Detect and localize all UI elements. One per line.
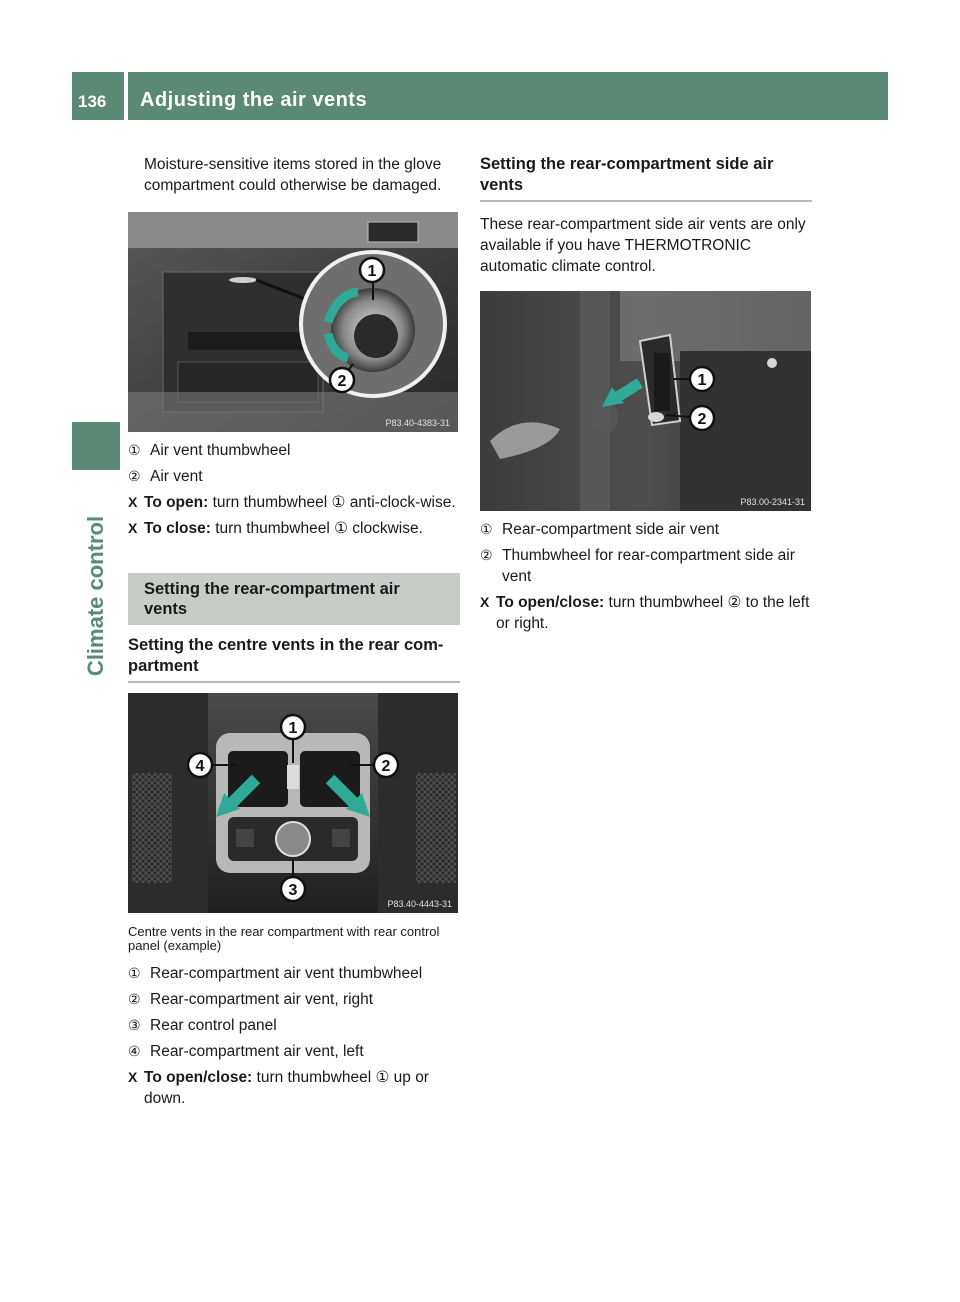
figure-code: P83.40-4383-31 [385, 418, 450, 428]
step-text: turn thumbwheel ② to the left or right. [496, 594, 810, 632]
chapter-tab [72, 422, 120, 470]
step-text: turn thumbwheel ① anti-clock-wise. [208, 494, 456, 511]
legend-item [128, 963, 460, 984]
legend-item [128, 1015, 460, 1036]
step-arrow-icon: X [128, 1069, 138, 1085]
header-divider [124, 72, 128, 120]
legend-number: ① [128, 965, 141, 981]
callout-1-label: 1 [697, 372, 707, 389]
instruction-step [128, 492, 460, 513]
instruction-list [128, 492, 460, 539]
legend-item [480, 519, 812, 540]
section-heading: Setting the rear-compartment air vents [128, 573, 460, 625]
legend-number: ② [128, 991, 141, 1007]
legend-text: Rear-compartment air vent, left [150, 1043, 364, 1060]
legend-number: ② [480, 547, 493, 563]
side-vent-illustration [480, 291, 811, 511]
instruction-list [128, 1067, 460, 1109]
legend-item [128, 466, 460, 487]
side-vent-photo [480, 291, 811, 511]
subsection-heading: Setting the centre vents in the rear com-partment [128, 635, 460, 683]
legend-text: Thumbwheel for rear-compartment side air vent [502, 547, 795, 585]
callout-4-label: 4 [195, 758, 205, 775]
callout-2-label: 2 [337, 373, 347, 390]
figure-code: P83.00-2341-31 [740, 497, 805, 507]
legend-text: Rear-compartment air vent, right [150, 991, 374, 1008]
legend-item [128, 1041, 460, 1062]
intro-text: Moisture-sensitive items stored in the glove compartment could otherwise be damaged. [144, 156, 442, 194]
legend-text: Air vent thumbwheel [150, 442, 291, 459]
step-label: To open/close: [496, 594, 605, 611]
step-arrow-icon: X [128, 494, 138, 510]
legend-number: ③ [128, 1017, 141, 1033]
legend-number: ④ [128, 1043, 141, 1059]
step-text: turn thumbwheel ① up or down. [144, 1069, 429, 1107]
step-arrow-icon: X [480, 594, 490, 610]
chapter-label: Climate control [83, 515, 108, 677]
figure-caption: Centre vents in the rear compartment with rear control panel (example) [128, 924, 440, 953]
glove-compartment-illustration [128, 212, 458, 432]
legend-item [480, 545, 812, 587]
callout-2-label: 2 [381, 758, 391, 775]
legend-number: ① [480, 521, 493, 537]
figure-code: P83.40-4443-31 [387, 899, 452, 909]
legend-item [128, 989, 460, 1010]
legend-number: ② [128, 468, 141, 484]
step-arrow-icon: X [128, 520, 138, 536]
legend-list [128, 963, 460, 1062]
glove-compartment-photo [128, 212, 458, 432]
instruction-list [480, 592, 812, 634]
legend-text: Rear control panel [150, 1017, 277, 1034]
legend-text: Air vent [150, 468, 203, 485]
rear-centre-vents-illustration [128, 693, 458, 913]
instruction-step [480, 592, 812, 634]
callout-2-label: 2 [697, 411, 707, 428]
legend-text: Rear-compartment side air vent [502, 521, 720, 538]
callout-1-label: 1 [288, 720, 298, 737]
instruction-step [128, 518, 460, 539]
left-column [128, 154, 460, 1114]
step-label: To close: [144, 520, 211, 537]
page-title: Adjusting the air vents [140, 89, 368, 111]
legend-list [128, 440, 460, 487]
step-label: To open/close: [144, 1069, 253, 1086]
callout-1-label: 1 [367, 263, 377, 280]
step-label: To open: [144, 494, 209, 511]
step-text: turn thumbwheel ① clockwise. [210, 520, 423, 537]
legend-item [128, 440, 460, 461]
subsection-heading: Setting the rear-compartment side air vents [480, 154, 812, 202]
legend-number: ① [128, 442, 141, 458]
instruction-step [128, 1067, 460, 1109]
rear-centre-vents-photo [128, 693, 458, 913]
page-number: 136 [78, 92, 107, 111]
intro-text: These rear-compartment side air vents are only available if you have THERMOTRONIC automatic climate control. [480, 216, 806, 275]
legend-text: Rear-compartment air vent thumbwheel [150, 965, 423, 982]
legend-list [480, 519, 812, 587]
right-column [480, 154, 812, 639]
callout-3-label: 3 [288, 882, 298, 899]
